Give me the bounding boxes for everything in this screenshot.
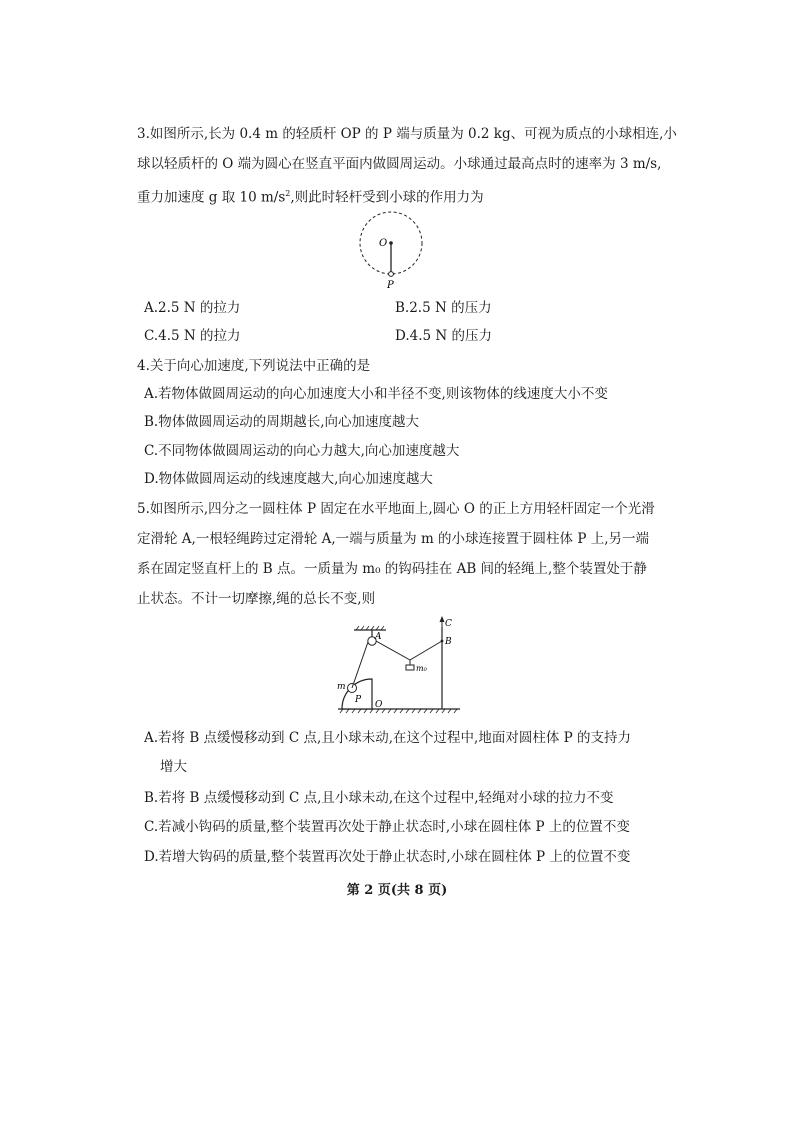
q3-ball-P bbox=[389, 272, 394, 277]
q5-option-c: C.若减小钩码的质量,整个装置再次处于静止状态时,小球在圆柱体 P 上的位置不变 bbox=[144, 819, 630, 835]
q5-label-O: O bbox=[375, 700, 383, 710]
q4-option-a: A.若物体做圆周运动的向心加速度大小和半径不变,则该物体的线速度大小不变 bbox=[144, 386, 608, 402]
q3-stem-line-3: 重力加速度 g 取 10 $m/s^2$,则此时轻杆受到小球的作用力为 bbox=[137, 189, 484, 206]
q5-label-B: B bbox=[445, 637, 452, 647]
q5-rope-hook-to-B bbox=[410, 641, 442, 660]
q5-hook-weight bbox=[406, 665, 414, 670]
q5-stem-line-4: 止状态。不计一切摩擦,绳的总长不变,则 bbox=[137, 591, 376, 607]
q5-label-P: P bbox=[355, 695, 362, 705]
q5-label-m0: m₀ bbox=[416, 664, 427, 673]
q5-label-C: C bbox=[445, 619, 452, 629]
q5-option-d: D.若增大钩码的质量,整个装置再次处于静止状态时,小球在圆柱体 P 上的位置不变 bbox=[144, 849, 631, 865]
q5-arrow-head-C bbox=[440, 616, 445, 622]
q3-stem-line-1: 3.如图所示,长为 0.4 m 的轻质杆 OP 的 P 端与质量为 0.2 kg、可视为质点的小球相连,小 bbox=[137, 126, 677, 142]
q5-option-a-line-1: A.若将 B 点缓慢移动到 C 点,且小球未动,在这个过程中,地面对圆柱体 P 的支持力 bbox=[144, 730, 631, 746]
q3-option-b: B.2.5 N 的压力 bbox=[395, 300, 492, 316]
page-footer: 第 2 页(共 8 页) bbox=[346, 883, 448, 898]
q4-stem: 4.关于向心加速度,下列说法中正确的是 bbox=[137, 358, 371, 374]
q3-label-O: O bbox=[379, 238, 388, 249]
q3-label-P: P bbox=[387, 280, 394, 291]
q4-option-b: B.物体做圆周运动的周期越长,向心加速度越大 bbox=[144, 414, 420, 430]
q5-pulley-figure bbox=[330, 615, 465, 720]
q3-circle-figure bbox=[348, 205, 438, 295]
q3-stem-line-2: 球以轻质杆的 O 端为圆心在竖直平面内做圆周运动。小球通过最高点时的速率为 3 m/s, bbox=[137, 156, 662, 172]
q5-rope-A-to-hook bbox=[376, 641, 410, 660]
q5-stem-line-2: 定滑轮 A,一根轻绳跨过定滑轮 A,一端与质量为 m 的小球连接置于圆柱体 P 上,另一端 bbox=[137, 531, 650, 547]
q5-option-a-line-2: 增大 bbox=[160, 759, 187, 775]
q5-stem-line-1: 5.如图所示,四分之一圆柱体 P 固定在水平地面上,圆心 O 的正上方用轻杆固定一个光滑 bbox=[137, 501, 655, 517]
q5-option-b: B.若将 B 点缓慢移动到 C 点,且小球未动,在这个过程中,轻绳对小球的拉力不变 bbox=[144, 790, 614, 806]
q5-label-A: A bbox=[375, 632, 382, 642]
q5-label-m: m bbox=[337, 682, 346, 692]
q3-option-a: A.2.5 N 的拉力 bbox=[144, 300, 241, 316]
q3-pivot-O bbox=[389, 241, 393, 245]
q3-option-c: C.4.5 N 的拉力 bbox=[144, 328, 241, 344]
q5-stem-line-3: 系在固定竖直杆上的 B 点。一质量为 m₀ 的钩码挂在 AB 间的轻绳上,整个装置处于静 bbox=[137, 561, 647, 577]
q3-option-d: D.4.5 N 的压力 bbox=[395, 328, 492, 344]
q4-option-c: C.不同物体做圆周运动的向心力越大,向心加速度越大 bbox=[144, 443, 460, 459]
q4-option-d: D.物体做圆周运动的线速度越大,向心加速度越大 bbox=[144, 471, 433, 487]
